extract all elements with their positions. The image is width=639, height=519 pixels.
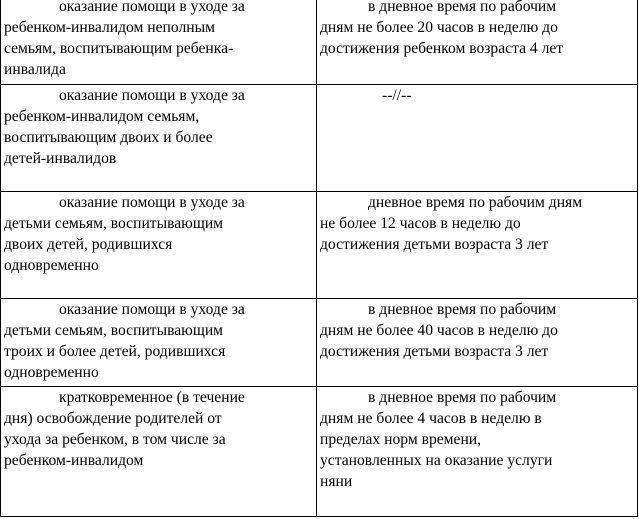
service-text: ухода за ребенком, в том числе за bbox=[4, 431, 226, 448]
condition-text: пределах норм времени, bbox=[320, 431, 482, 448]
service-text: ребенком-инвалидом неполным bbox=[4, 19, 215, 36]
service-text: ребенком-инвалидом bbox=[4, 452, 144, 469]
service-text: ребенком-инвалидом семьям, bbox=[4, 108, 200, 125]
condition-text: дням не более 4 часов в неделю в bbox=[320, 410, 542, 427]
service-text: оказание помощи в уходе за bbox=[59, 0, 245, 15]
service-text: троих и более детей, родившихся bbox=[4, 343, 226, 360]
service-cell bbox=[1, 0, 317, 85]
condition-cell bbox=[317, 299, 638, 387]
service-text: детьми семьям, воспитывающим bbox=[4, 322, 224, 339]
service-text: кратковременное (в течение bbox=[59, 389, 245, 406]
service-text: оказание помощи в уходе за bbox=[59, 87, 245, 104]
service-cell bbox=[1, 85, 317, 192]
service-text: оказание помощи в уходе за bbox=[59, 301, 245, 318]
service-cell bbox=[1, 299, 317, 387]
table-row bbox=[1, 387, 638, 517]
table-row bbox=[1, 299, 638, 387]
service-text: детьми семьям, воспитывающим bbox=[4, 215, 224, 232]
service-text: одновременно bbox=[4, 257, 99, 274]
service-cell bbox=[1, 192, 317, 299]
condition-cell bbox=[317, 192, 638, 299]
service-text: семьям, воспитывающим ребенка- bbox=[4, 40, 234, 57]
condition-text: в дневное время по рабочим bbox=[368, 0, 557, 15]
service-text: оказание помощи в уходе за bbox=[59, 194, 245, 211]
condition-text: достижения детьми возраста 3 лет bbox=[320, 343, 549, 360]
service-text: дня) освобождение родителей от bbox=[4, 410, 222, 427]
service-cell bbox=[1, 387, 317, 517]
condition-text: няни bbox=[320, 473, 353, 490]
condition-text: в дневное время по рабочим bbox=[368, 301, 557, 318]
condition-cell bbox=[317, 0, 638, 85]
condition-cell bbox=[317, 387, 638, 517]
ditto-mark: --//-- bbox=[382, 87, 412, 104]
condition-text: дням не более 40 часов в неделю до bbox=[320, 322, 558, 339]
table-row bbox=[1, 85, 638, 192]
service-text: одновременно bbox=[4, 364, 99, 381]
condition-text: в дневное время по рабочим bbox=[368, 389, 557, 406]
condition-text: дням не более 20 часов в неделю до bbox=[320, 19, 558, 36]
table-row bbox=[1, 0, 638, 85]
condition-text: установленных на оказание услуги bbox=[320, 452, 553, 469]
condition-text: дневное время по рабочим дням bbox=[368, 194, 583, 211]
condition-text: не более 12 часов в неделю до bbox=[320, 215, 521, 232]
condition-cell bbox=[317, 85, 638, 192]
service-text: двоих детей, родившихся bbox=[4, 236, 173, 253]
condition-text: достижения ребенком возраста 4 лет bbox=[320, 40, 564, 57]
service-text: детей-инвалидов bbox=[4, 150, 117, 167]
table-row bbox=[1, 192, 638, 299]
service-text: воспитывающим двоих и более bbox=[4, 129, 213, 146]
service-text: инвалида bbox=[4, 61, 66, 78]
condition-text: достижения детьми возраста 3 лет bbox=[320, 236, 549, 253]
